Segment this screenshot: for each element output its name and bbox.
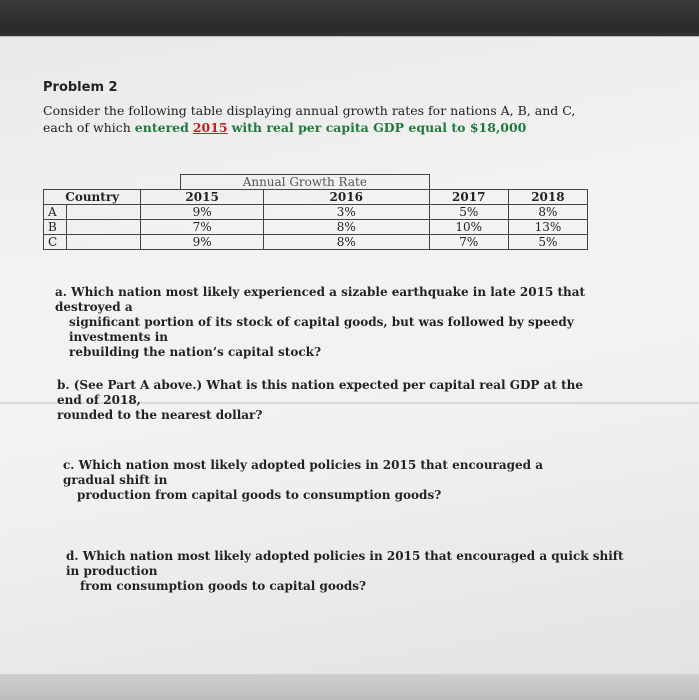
rate-cell: 10%: [429, 220, 508, 235]
rate-cell: 8%: [263, 235, 429, 250]
question-d-line1: d. Which nation most likely adopted policies in 2015 that encouraged a quick shift in production: [66, 549, 624, 578]
rate-cell: 13%: [508, 220, 587, 235]
problem-intro: [43, 102, 603, 136]
intro-text: Consider the following table displaying annual growth rates for nations A, B, and C, each of which: [43, 103, 576, 135]
rate-cell: 8%: [508, 205, 587, 220]
question-a: [55, 285, 595, 360]
country-cell: B: [44, 220, 67, 235]
country-cell: A: [44, 205, 67, 220]
table-header-row: [44, 190, 588, 205]
header-2016: 2016: [263, 190, 429, 205]
rate-cell: 5%: [508, 235, 587, 250]
question-a-letter: a.: [55, 285, 67, 299]
question-b-line2: rounded to the nearest dollar?: [57, 408, 263, 422]
rate-cell: 5%: [429, 205, 508, 220]
question-c-line1: c. Which nation most likely adopted policies in 2015 that encouraged a gradual shift in: [63, 458, 544, 487]
table-banner: Annual Growth Rate: [180, 175, 429, 190]
rate-cell: 9%: [141, 205, 263, 220]
header-2018: 2018: [508, 190, 587, 205]
question-a-line1: Which nation most likely experienced a sizable earthquake in late 2015 that destroyed a: [55, 285, 586, 314]
question-c-line2: production from capital goods to consumption goods?: [77, 488, 442, 502]
intro-gdp: with real per capita GDP equal to $18,000: [231, 120, 527, 135]
question-a-line2: significant portion of its stock of capital goods, but was followed by speedy investments in: [69, 315, 574, 344]
table-row: [44, 220, 588, 235]
intro-entered: entered: [134, 120, 189, 135]
header-2017: 2017: [429, 190, 508, 205]
growth-rate-table: [43, 174, 588, 250]
table-banner-row: [44, 175, 588, 190]
bottom-shadow: [0, 674, 699, 700]
question-a-line3: rebuilding the nation’s capital stock?: [69, 345, 321, 359]
table-row: [44, 235, 588, 250]
rate-cell: 7%: [429, 235, 508, 250]
rate-cell: 8%: [263, 220, 429, 235]
question-d: [66, 549, 626, 594]
rate-cell: 7%: [141, 220, 263, 235]
question-d-line2: from consumption goods to capital goods?: [80, 579, 367, 593]
rate-cell: 3%: [263, 205, 429, 220]
question-b-line1: b. (See Part A above.) What is this nation expected per capital real GDP at the end of 2018,: [57, 378, 584, 407]
country-cell: C: [44, 235, 67, 250]
header-country: Country: [44, 190, 141, 205]
header-2015: 2015: [141, 190, 263, 205]
rate-cell: 9%: [141, 235, 263, 250]
question-b: [57, 378, 597, 423]
intro-year: 2015: [192, 120, 228, 135]
question-c: [63, 458, 573, 503]
table-row: [44, 205, 588, 220]
problem-title: Problem 2: [43, 80, 118, 95]
